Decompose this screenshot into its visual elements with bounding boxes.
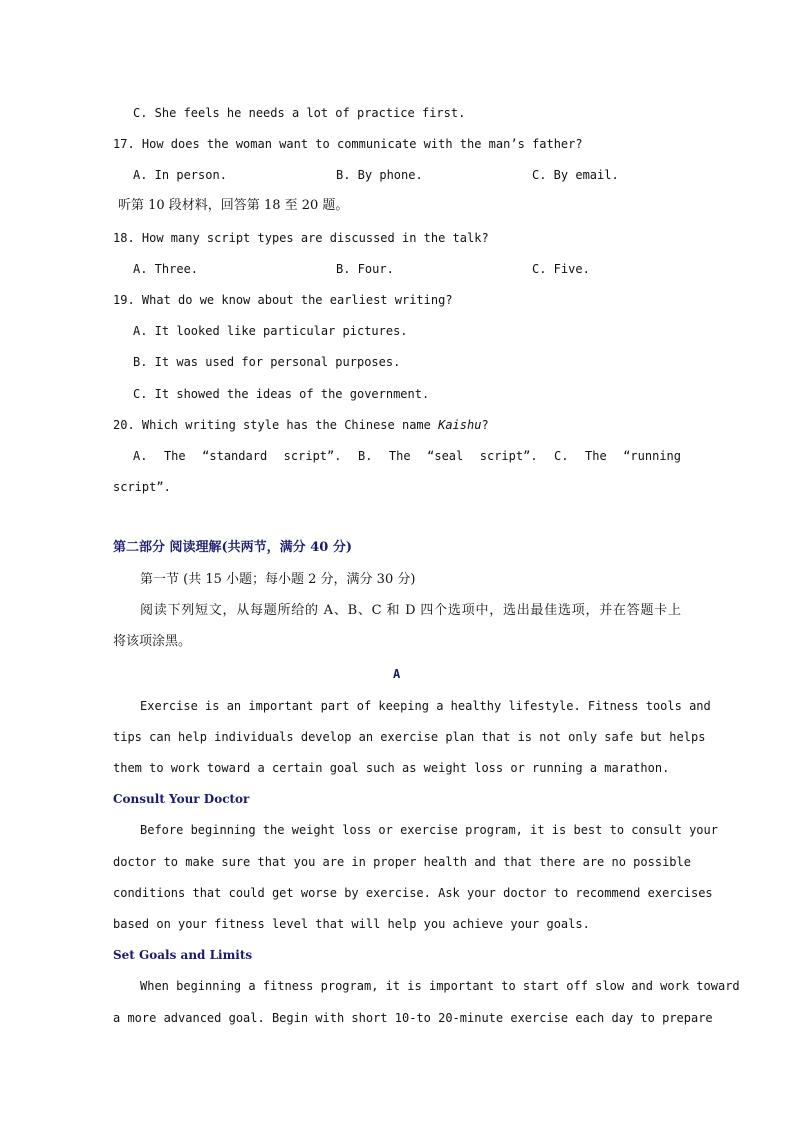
q17-option-b: B. By phone.: [336, 168, 423, 182]
part2-instruction-line2: 将该项涂黑。: [113, 634, 192, 649]
q18-option-b: B. Four.: [336, 262, 394, 276]
passage-intro-line-2: tips can help individuals develop an exercise plan that is not only safe but helps: [113, 730, 706, 744]
para1-line-1: Before beginning the weight loss or exercise program, it is best to consult your: [140, 823, 718, 837]
q17-option-c: C. By email.: [532, 168, 619, 182]
passage-intro-line-1: Exercise is an important part of keeping a healthy lifestyle. Fitness tools and: [140, 699, 711, 713]
q20-question-suffix: ?: [481, 418, 489, 432]
part2-title: 第二部分 阅读理解(共两节，满分 40 分): [113, 540, 352, 555]
passage-label: A: [393, 667, 401, 681]
heading-consult-doctor: Consult Your Doctor: [113, 792, 250, 806]
para1-line-2: doctor to make sure that you are in proper health and that there are no possible: [113, 855, 691, 869]
para1-line-4: based on your fitness level that will help you achieve your goals.: [113, 917, 590, 931]
q19-question: 19. What do we know about the earliest writing?: [113, 293, 453, 307]
para2-line-2: a more advanced goal. Begin with short 10-to 20-minute exercise each day to prepare: [113, 1011, 713, 1025]
section-instruction-10: 听第 10 段材料，回答第 18 至 20 题。: [118, 198, 349, 213]
q20-question: [113, 417, 489, 433]
q18-option-a: A. Three.: [133, 262, 199, 276]
q18-question: 18. How many script types are discussed in the talk?: [113, 231, 489, 245]
para2-line-1: When beginning a fitness program, it is important to start off slow and work toward: [140, 979, 740, 993]
para1-line-3: conditions that could get worse by exercise. Ask your doctor to recommend exercises: [113, 886, 713, 900]
passage-intro-line-3: them to work toward a certain goal such as weight loss or running a marathon.: [113, 761, 670, 775]
q17-option-a: A. In person.: [133, 168, 227, 182]
q20-options-line2: script”.: [113, 480, 171, 494]
q20-question-italic: Kaishu: [438, 418, 482, 432]
q19-option-c: C. It showed the ideas of the government.: [133, 387, 430, 401]
q20-question-prefix: 20. Which writing style has the Chinese name: [113, 418, 439, 432]
q18-option-c: C. Five.: [532, 262, 590, 276]
part2-instruction-line1: 阅读下列短文，从每题所给的 A、B、C 和 D 四个选项中，选出最佳选项，并在答题卡上: [140, 603, 681, 618]
q16-option-c: C. She feels he needs a lot of practice first.: [133, 106, 466, 120]
q19-option-b: B. It was used for personal purposes.: [133, 355, 401, 369]
q19-option-a: A. It looked like particular pictures.: [133, 324, 408, 338]
part2-section1: 第一节 (共 15 小题；每小题 2 分，满分 30 分): [140, 572, 416, 587]
q20-options-line: A. The “standard script”. B. The “seal script”. C. The “running: [133, 449, 681, 463]
heading-set-goals: Set Goals and Limits: [113, 948, 253, 962]
q17-question: 17. How does the woman want to communicate with the man’s father?: [113, 137, 583, 151]
